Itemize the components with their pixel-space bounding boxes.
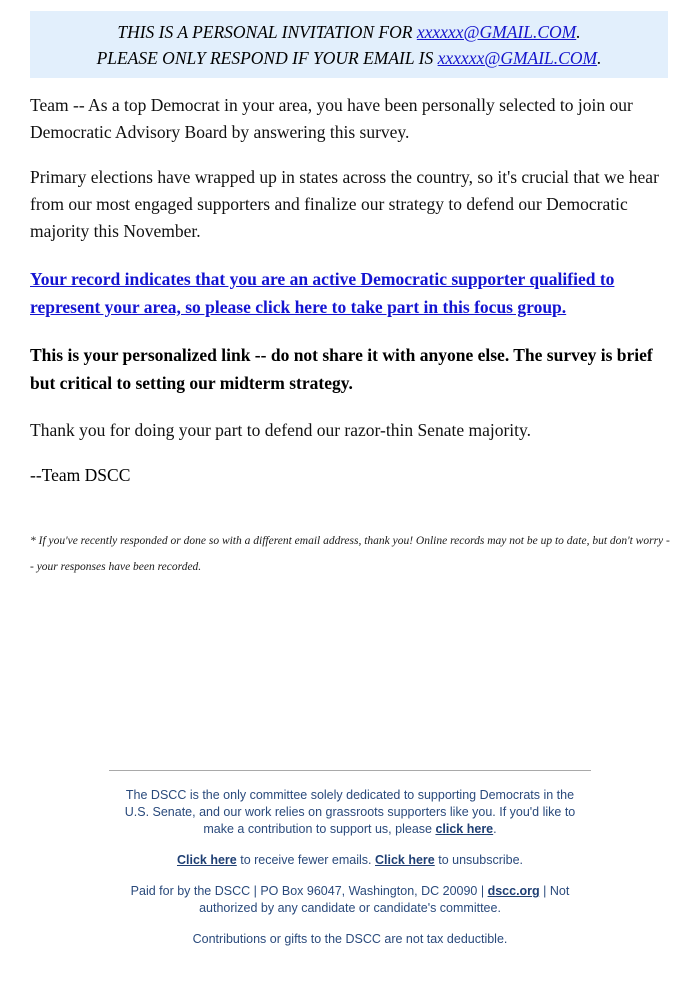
footer-prefs-suffix: to unsubscribe. [434, 853, 524, 867]
footer-about-suffix: . [493, 822, 497, 836]
fewer-emails-link[interactable]: Click here [176, 853, 237, 867]
footer-about-text: The DSCC is the only committee solely dedicated to supporting Democrats in the U.S. Senate, and our work relies on grassroots supporters like you. If you'd like to make a contribution to support us, please [124, 788, 576, 836]
banner-line-1-prefix: THIS IS A PERSONAL INVITATION FOR [117, 21, 417, 42]
personal-invitation-banner [30, 11, 668, 78]
survey-link-paragraph [30, 265, 670, 321]
body-paragraph-3: Thank you for doing your part to defend our razor-thin Senate majority. [30, 420, 532, 440]
banner-line-2-prefix: PLEASE ONLY RESPOND IF YOUR EMAIL IS [96, 47, 438, 68]
footer-about-block [115, 787, 585, 838]
email-body [30, 92, 670, 489]
dscc-website-link[interactable]: dscc.org [487, 884, 540, 898]
body-paragraph-2: Primary elections have wrapped up in states across the country, so it's crucial that we hear from our most engaged supporters and finalize our strategy to defend our Democratic majority this November. [30, 167, 659, 241]
banner-line-2-suffix: . [597, 47, 602, 68]
take-survey-link[interactable]: Your record indicates that you are an active Democratic supporter qualified to represent your area, so please click here to take part in this focus group. [30, 269, 615, 317]
footer-divider [109, 770, 591, 771]
email-footer [0, 770, 700, 948]
footnote: * If you've recently responded or done so with a different email address, thank you! Online records may not be up to date, but don't worry -- your responses have been recorded. [30, 535, 670, 573]
banner-line-1 [117, 19, 580, 45]
banner-line-1-suffix: . [576, 21, 581, 42]
paid-for-suffix: | Not authorized by any candidate or candidate's committee. [199, 884, 570, 915]
banner-line-2 [97, 45, 602, 71]
footer-preferences-block [115, 852, 585, 869]
footer-tax-notice: Contributions or gifts to the DSCC are not tax deductible. [192, 932, 508, 946]
paid-for-text: Paid for by the DSCC | PO Box 96047, Washington, DC 20090 | [130, 884, 488, 898]
body-paragraph-1: Team -- As a top Democrat in your area, you have been personally selected to join our Democratic Advisory Board by answering this survey. [30, 95, 633, 142]
contribute-link[interactable]: click here [435, 822, 494, 836]
signature-line: --Team DSCC [30, 465, 131, 485]
footer-disclaimer-block [115, 883, 585, 917]
personalized-link-notice: This is your personalized link -- do not share it with anyone else. The survey is brief but critical to setting our midterm strategy. [30, 345, 653, 393]
footer-prefs-mid: to receive fewer emails. [236, 853, 375, 867]
recipient-email-link-1[interactable]: xxxxxx@GMAIL.COM [416, 21, 577, 42]
recipient-email-link-2[interactable]: xxxxxx@GMAIL.COM [437, 47, 598, 68]
unsubscribe-link[interactable]: Click here [375, 853, 435, 867]
footer-content [115, 787, 585, 948]
